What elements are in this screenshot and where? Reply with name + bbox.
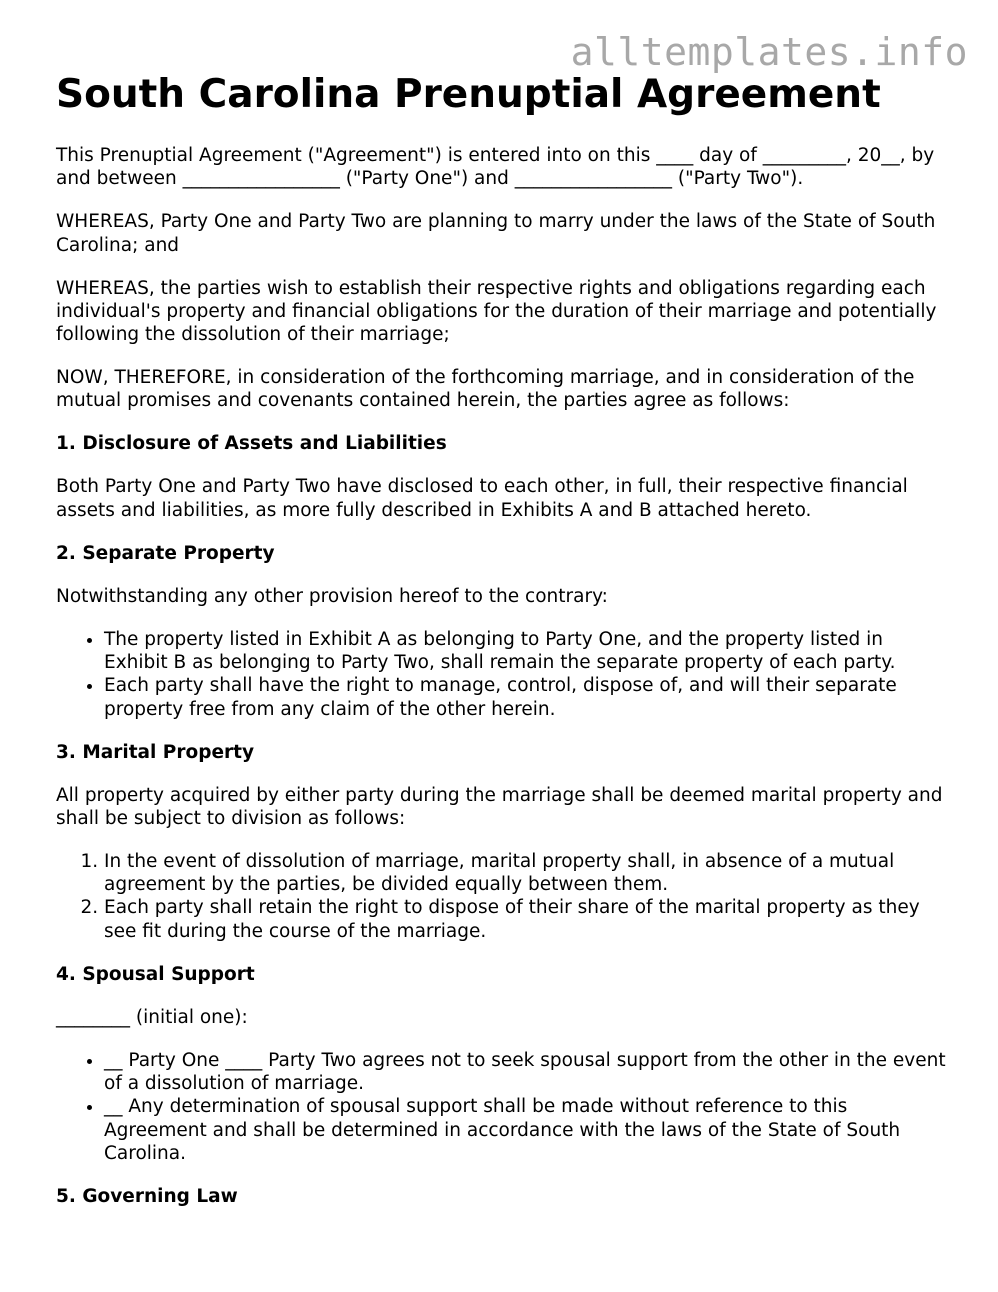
intro-paragraph-2: WHEREAS, Party One and Party Two are planning to marry under the laws of the State of South Carolina; and [56, 211, 936, 256]
list-item: • __ Any determination of spousal support shall be made without reference to this Agreement and shall be determined in accordance with the laws of the State of South Carolina. [104, 1095, 951, 1165]
section-3-list [56, 850, 951, 943]
list-item: 1. In the event of dissolution of marriage, marital property shall, in absence of a mutual agreement by the parties, be divided equally between them. [104, 850, 951, 897]
intro-paragraph-1: This Prenuptial Agreement ("Agreement") is entered into on this ____ day of _________, 20__, by and between _________________ ("Party One") and _________________ ("Party Two"). [56, 145, 935, 190]
intro-paragraph-4: NOW, THEREFORE, in consideration of the forthcoming marriage, and in consideration of the mutual promises and covenants contained herein, the parties agree as follows: [56, 367, 915, 412]
section-1-heading: 1. Disclosure of Assets and Liabilities [56, 433, 447, 455]
section-1-body: Both Party One and Party Two have disclosed to each other, in full, their respective financial assets and liabilities, as more fully described in Exhibits A and B attached hereto. [56, 476, 908, 521]
intro-paragraph-3: WHEREAS, the parties wish to establish their respective rights and obligations regarding each individual's property and financial obligations for the duration of their marriage and potentially following the dissolution of their marriage; [56, 277, 937, 346]
list-item: 2. Each party shall retain the right to dispose of their share of the marital property as they see fit during the course of the marriage. [104, 896, 951, 943]
section-4-heading: 4. Spousal Support [56, 963, 255, 985]
document-page [56, 70, 951, 1228]
section-2-body: Notwithstanding any other provision hereof to the contrary: [56, 585, 608, 607]
section-2-list [56, 628, 951, 721]
section-3-body: All property acquired by either party during the marriage shall be deemed marital property and shall be subject to division as follows: [56, 784, 943, 829]
list-item: • __ Party One ____ Party Two agrees not to seek spousal support from the other in the event of a dissolution of marriage. [104, 1049, 951, 1096]
section-2-heading: 2. Separate Property [56, 542, 275, 564]
section-3-heading: 3. Marital Property [56, 741, 255, 763]
watermark: alltemplates.info [570, 30, 968, 74]
list-item: • Each party shall have the right to manage, control, dispose of, and will their separate property free from any claim of the other herein. [104, 674, 951, 721]
document-title: South Carolina Prenuptial Agreement [56, 72, 881, 117]
list-item: • The property listed in Exhibit A as belonging to Party One, and the property listed in Exhibit B as belonging to Party Two, shall remain the separate property of each party. [104, 628, 951, 675]
section-4-body: ________ (initial one): [56, 1006, 248, 1028]
section-4-list [56, 1049, 951, 1165]
section-5-heading: 5. Governing Law [56, 1185, 238, 1207]
